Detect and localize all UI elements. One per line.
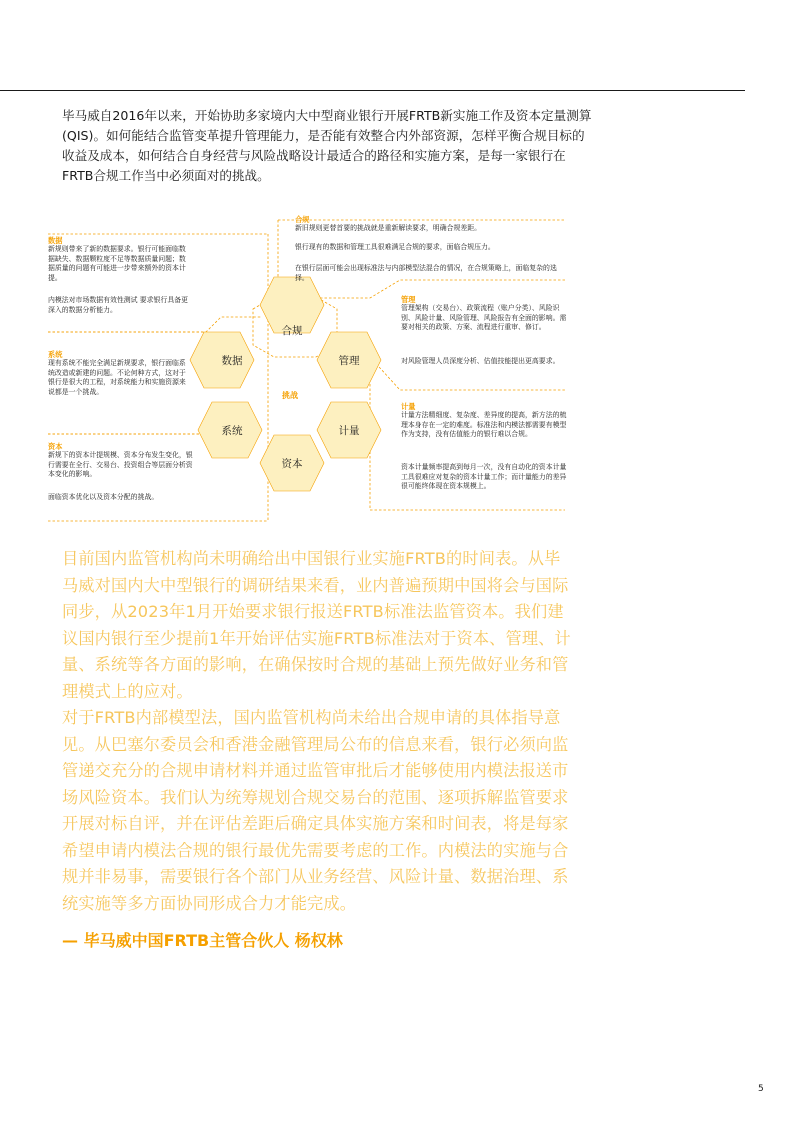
data-note-1: 新规则带来了新的数据要求。银行可能面临数据缺失、数据颗粒度不足等数据质量问题；数据质量的问题有可能进一步带来额外的资本计提。 [48, 245, 186, 283]
data-title: 数据 [48, 236, 63, 245]
hex-label-system: 系统 [221, 425, 243, 437]
hex-label-measurement: 计量 [338, 425, 360, 437]
center-label: 挑战 [282, 391, 298, 400]
top-rule [0, 90, 745, 91]
paragraph-internal-model: 对于FRTB内部模型法，国内监管机构尚未给出合规申请的具体指导意见。从巴塞尔委员会和香港金融管理局公布的信息来看，银行必须向监管递交充分的合规申请材料并通过监管审批后才能够使用内模法报送市场风险资本。我们认为统筹规划合规交易台的范围、逐项拆解监管要求开展对标自评，并在评估差距后确定具体实施方案和时间表，将是每家希望申请内模法合规的银行最优先需要考虑的工作。内模法的实施与合规并非易事，需要银行各个部门从业务经营、风险计量、数据治理、系统实施等多方面协同形成合力才能完成。 [62, 708, 569, 913]
page-number: 5 [758, 1084, 764, 1094]
management-note-2: 对风险管理人员深度分析、估值技能提出更高要求。 [401, 357, 560, 365]
compliance-note-2: 银行现有的数据和管理工具很难满足合规的要求，面临合规压力。 [295, 243, 495, 251]
intro-paragraph: 毕马威自2016年以来，开始协助多家境内大中型商业银行开展FRTB新实施工作及资本定量测算 (QIS)。如何能结合监管变革提升管理能力，是否能有效整合内外部资源，怎样平衡合规目标的收益及成本，如何结合自身经营与风险战略设计最适合的路径和实施方案，是每一家银行在FRTB合规工作当中必须面对的挑战。 [62, 108, 592, 183]
management-note-1: 管理架构（交易台）、政策流程（账户分类）、风险识别、风险计量、风险管理、风险报告有全面的影响。需要对相关的政策、方案、流程进行重审、修订。 [401, 304, 567, 332]
compliance-note-1: 新旧规则更替首要的挑战就是重新解读要求，明确合规差距。 [295, 224, 482, 232]
hex-label-data: 数据 [221, 355, 243, 367]
measurement-note-1: 计量方法精细度、复杂度、差异度的提高，新方法的梳理本身存在一定的难度。标准法和内模法都需要有模型作为支持，没有估值能力的银行难以合规。 [401, 411, 567, 439]
challenges-diagram [0, 210, 793, 530]
system-title: 系统 [48, 350, 63, 359]
measurement-title: 计量 [401, 402, 416, 411]
capital-note-1: 新规下的资本计提规模、资本分布发生变化，银行需要在全行、交易台、投资组合等层面分析资本变化的影响。 [48, 451, 193, 479]
data-note-2: 内模法对市场数据有效性测试 要求银行具备更深入的数据分析能力。 [48, 296, 189, 314]
paragraph-timeline: 目前国内监管机构尚未明确给出中国银行业实施FRTB的时间表。从毕马威对国内大中型银行的调研结果来看，业内普遍预期中国将会与国际同步，从2023年1月开始要求银行报送FRTB标准法监管资本。我们建议国内银行至少提前1年开始评估实施FRTB标准法对于资本、管理、计量、系统等各方面的影响，在确保按时合规的基础上预先做好业务和管理模式上的应对。 [62, 549, 571, 701]
signature: — 毕马威中国FRTB主管合伙人 杨权林 [62, 931, 343, 950]
system-note: 现有系统不能完全满足新规要求，银行面临系统改造或新建的问题。不论何种方式，这对于银行是很大的工程，对系统能力和实施资源来说都是一个挑战。 [48, 359, 186, 397]
capital-title: 资本 [48, 442, 63, 451]
hex-label-management: 管理 [338, 355, 360, 367]
hex-label-capital: 资本 [281, 458, 303, 470]
measurement-note-2: 资本计量频率提高到每月一次，没有自动化的资本计量工具很难应对复杂的资本计量工作；而计量能力的差异很可能终体现在资本规模上。 [401, 463, 567, 491]
management-title: 管理 [401, 295, 416, 304]
capital-note-2: 面临资本优化以及资本分配的挑战。 [48, 493, 159, 501]
left-connector-1 [48, 317, 262, 332]
compliance-note-3: 在银行层面可能会出现标准法与内部模型法混合的情况，在合规策略上，面临复杂的选择。 [295, 264, 557, 282]
hex-label-compliance: 合规 [281, 325, 303, 337]
compliance-title: 合规 [295, 215, 310, 224]
